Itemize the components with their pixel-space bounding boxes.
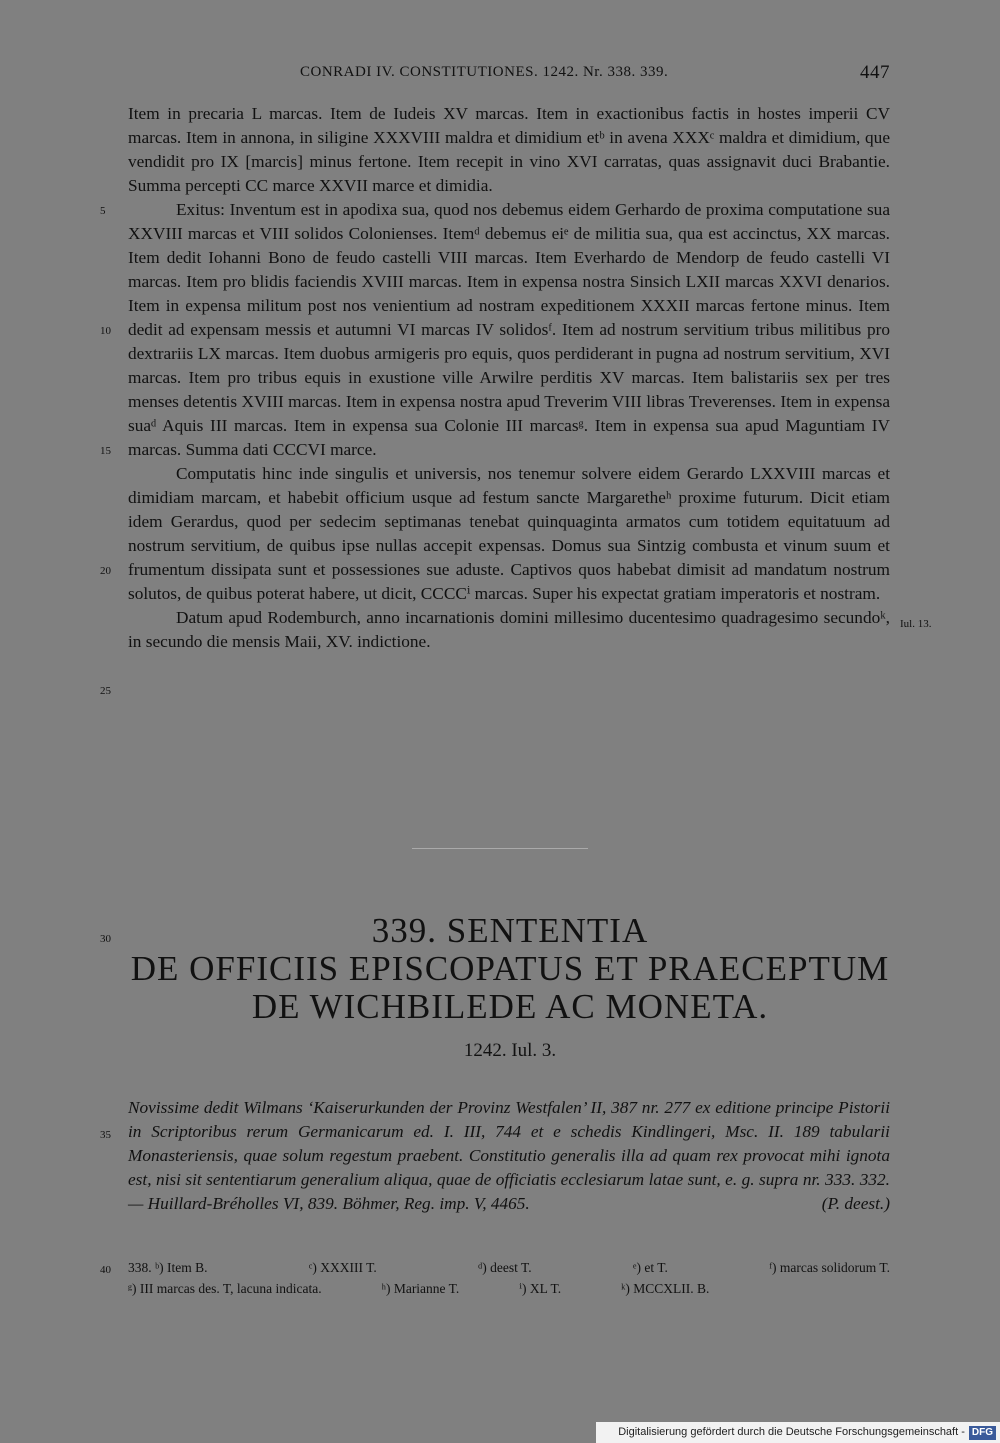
footnote: 338. ᵇ) Item B. — [128, 1260, 208, 1275]
line-number: 20 — [100, 565, 111, 577]
intro-text: Novissime dedit Wilmans ‘Kaiserurkunden der Provinz Westfalen’ II, 387 nr. 277 ex editione principe Pistorii in Scriptoribus rerum Germanicarum ed. I. III, 744 et e schedis Kindlingeri, Msc. II. 189 tabularii Monasteriensis, quae solum regestum praebent. Constitutio generalis illa ad quam rex provocat mihi ignota est, nisi sit sententiarum generalium aliqua, quae de officiatis ecclesiarum latae sunt, e. g. supra nr. 333. 332. — Huillard-Bréholles VI, 839. Böhmer, Reg. imp. V, 4465. — [128, 1098, 890, 1213]
line-number: 5 — [100, 205, 106, 217]
line-number: 30 — [100, 933, 111, 945]
header-title: CONRADI IV. CONSTITUTIONES. 1242. Nr. 338. 339. — [300, 64, 669, 80]
line-number: 15 — [100, 445, 111, 457]
section-title — [120, 912, 900, 1026]
footnote: ᵍ) III marcas des. T, lacuna indicata. — [128, 1281, 322, 1296]
footnotes — [128, 1257, 890, 1299]
page-number: 447 — [860, 62, 890, 83]
body-paragraph: Datum apud Rodemburch, anno incarnationis domini millesimo ducentesimo quadragesimo secundoᵏ, in secundo die mensis Maii, XV. indictione. — [128, 608, 890, 651]
footnote-row — [128, 1278, 890, 1299]
intro-note: (P. deest.) — [821, 1194, 890, 1213]
footer-text: Digitalisierung gefördert durch die Deutsche Forschungsgemeinschaft - — [618, 1426, 965, 1438]
document-body — [128, 102, 890, 654]
editorial-introduction — [128, 1096, 890, 1216]
section-date: 1242. Iul. 3. — [463, 1040, 557, 1061]
footnote: ⁱ) XL T. — [519, 1281, 562, 1296]
footnote: ᵉ) et T. — [633, 1260, 668, 1275]
dfg-logo: DFG — [969, 1426, 996, 1440]
funding-footer — [596, 1422, 1000, 1443]
footnote: ᶜ) XXXIII T. — [308, 1260, 377, 1275]
body-paragraph: Computatis hinc inde singulis et universis, nos tenemur solvere eidem Gerardo LXXVIII marcas et dimidiam marcam, et habebit officium usque ad festum sancte Margaretheʰ proxime futurum. Dicit etiam idem Gerardus, quod per sedecim septimanas tenebat quinquaginta armatos cum totidem equitatuum ad nostrum servitium, de quibus ipse nullas accepit expensas. Domus sua Sintzig combusta et vinum suum et frumentum dissipata sunt et possessiones sue aduste. Captivos quos habebat dimisit ad mandatum nostrum solutos, de quibus poterat habere, ut dicit, CCCCⁱ marcas. Super his expectat gratiam imperatoris et nostram. — [128, 464, 890, 603]
footnote-row — [128, 1257, 890, 1278]
section-divider — [412, 848, 588, 849]
body-paragraph: Item in precaria L marcas. Item de Iudeis XV marcas. Item in exactionibus factis in hostes imperii CV marcas. Item in annona, in siligine XXXVIII maldra et dimidium etᵇ in avena XXXᶜ maldra et dimidium, que vendidit pro IX [marcis] minus fertone. Item recepit in vino XVI carratas, quas assignavit duci Brabantie. Summa percepti CC marce XXVII marce et dimidia. — [128, 104, 890, 195]
line-number: 40 — [100, 1264, 111, 1276]
footnote: ᵈ) deest T. — [478, 1260, 532, 1275]
footnote: ʰ) Marianne T. — [381, 1281, 460, 1296]
body-paragraph: Exitus: Inventum est in apodixa sua, quod nos debemus eidem Gerhardo de proxima computatione sua XXVIII marcas et VIII solidos Colonienses. Itemᵈ debemus eiᵉ de militia sua, qua est accinctus, XX marcas. Item dedit Iohanni Bono de feudo castelli VIII marcas. Item Everhardo de Mendorp de feudo castelli VI marcas. Item pro blidis faciendis XVIII marcas. Item in expensa nostra Sinsich LXII marcas XXVI denarios. Item in expensa militum post nos venientium ad nostram expeditionem XXXII marcas fertone minus. Item dedit ad expensam messis et autumni VI marcas IV solidosᶠ. Item ad nostrum servitium tribus militibus pro dextrariis LX marcas. Item duobus armigeris pro equis, quos perdiderant in pugna ad nostrum servitium, XVI marcas. Item pro tribus equis in exustione ville Arwilre perditis XV marcas. Item balistariis sex per tres menses detentis XVIII marcas. Item in expensa nostra apud Treverim VIII libras Treverenses. Item in expensa suaᵈ Aquis III marcas. Item in expensa sua Colonie III marcasᵍ. Item in expensa sua apud Maguntiam IV marcas. Summa dati CCCVI marce. — [128, 200, 890, 459]
footnote: ᶠ) marcas solidorum T. — [769, 1260, 890, 1275]
margin-date-note: Iul. 13. — [900, 618, 932, 630]
line-number: 10 — [100, 325, 111, 337]
footnote: ᵏ) MCCXLII. B. — [621, 1281, 710, 1296]
line-number: 25 — [100, 685, 111, 697]
section-title-line: 339. SENTENTIA — [371, 911, 649, 950]
line-number: 35 — [100, 1129, 111, 1141]
section-title-line: DE OFFICIIS EPISCOPATUS ET PRAECEPTUM — [130, 949, 890, 988]
section-title-line: DE WICHBILEDE AC MONETA. — [251, 987, 769, 1026]
